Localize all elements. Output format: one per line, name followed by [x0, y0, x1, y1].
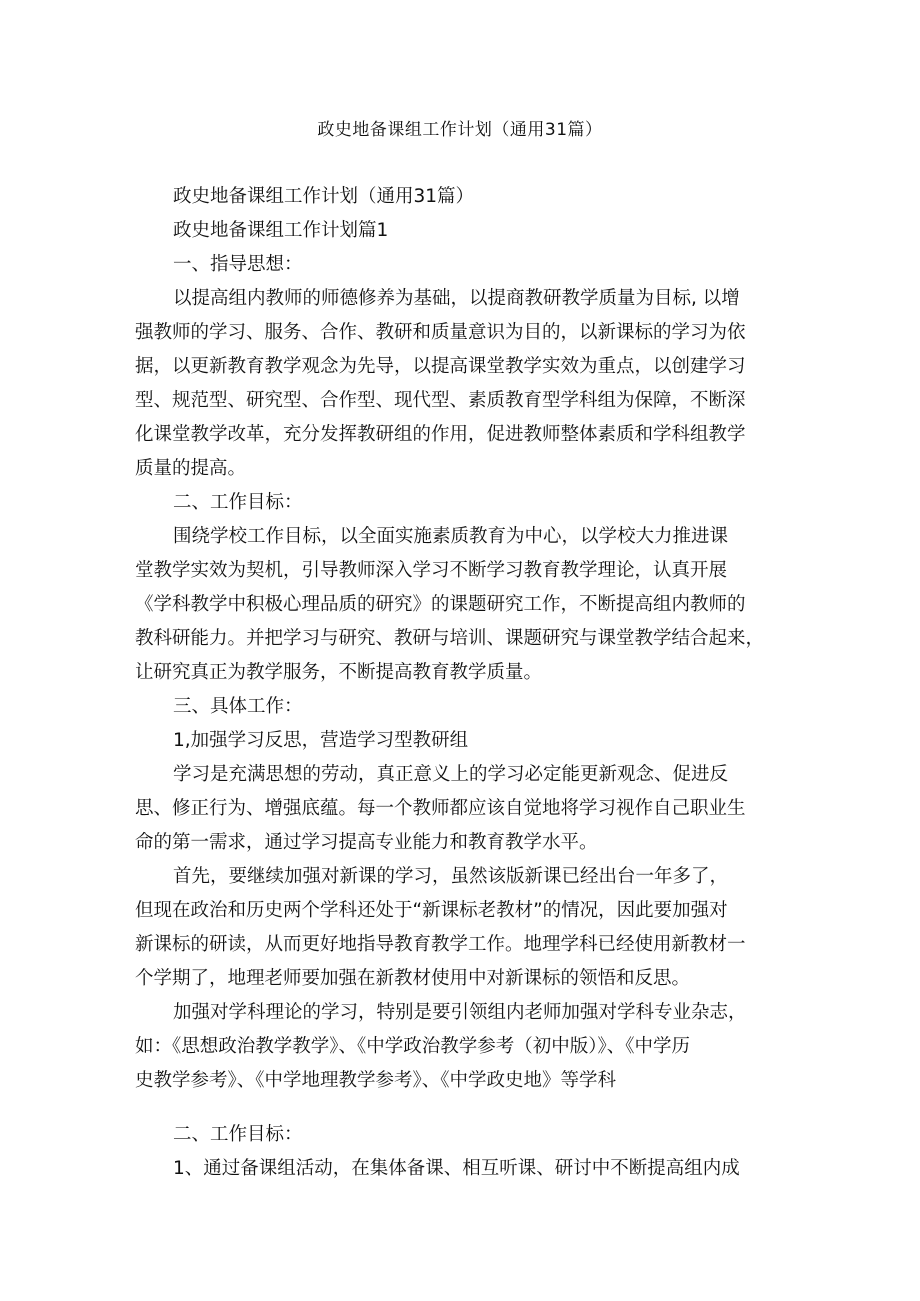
- paragraph-line: 如：《思想政治教学教学》、《中学政治教学参考（初中版）》、《中学历: [135, 1036, 691, 1057]
- paragraph-line: 化课堂教学改革，充分发挥教研组的作用，促进教师整体素质和学科组教学: [135, 424, 746, 445]
- body-title: 政史地备课组工作计划（通用31篇）: [173, 186, 475, 207]
- part-title: 政史地备课组工作计划篇1: [173, 220, 389, 241]
- paragraph-line: 个学期了，地理老师要加强在新教材使用中对新课标的领悟和反思。: [135, 968, 691, 989]
- paragraph-line: 让研究真正为教学服务，不断提高教育教学质量。: [135, 662, 543, 683]
- paragraph-line: 强教师的学习、服务、合作、教研和质量意识为目的，以新课标的学习为依: [135, 322, 746, 343]
- paragraph-line: 据，以更新教育教学观念为先导，以提高课堂教学实效为重点，以创建学习: [135, 356, 746, 377]
- paragraph-subject-theory: [135, 996, 788, 1098]
- paragraph-guiding-thought: [135, 282, 788, 486]
- paragraph-line: 堂教学实效为契机，引导教师深入学习不断学习教育教学理论，认真开展: [135, 560, 728, 581]
- document-body: [135, 180, 788, 1186]
- paragraph-learning: [135, 758, 788, 860]
- paragraph-line: 1、通过备课组活动，在集体备课、相互听课、研讨中不断提高组内成: [173, 1158, 740, 1179]
- paragraph-line: 以提高组内教师的师德修养为基础，以提商教研教学质量为目标, 以增: [173, 288, 740, 309]
- paragraph-line: 质量的提高。: [135, 458, 247, 479]
- paragraph-line: 史教学参考》、《中学地理教学参考》、《中学政史地》等学科: [135, 1070, 617, 1091]
- paragraph-line: 但现在政治和历史两个学科还处于“新课标老教材”的情况，因此要加强对: [135, 900, 728, 921]
- section-heading-work-goals-2: 二、工作目标：: [173, 1124, 303, 1145]
- paragraph-line: 加强对学科理论的学习，特别是要引领组内老师加强对学科专业杂志，: [173, 1002, 747, 1023]
- paragraph-work-goals: [135, 520, 788, 690]
- document-title: 政史地备课组工作计划（通用31篇）: [317, 120, 603, 140]
- paragraph-line: 《学科教学中积极心理品质的研究》的课题研究工作，不断提高组内教师的: [135, 594, 746, 615]
- paragraph-line: 首先，要继续加强对新课的学习，虽然该版新课已经出台一年多了，: [173, 866, 729, 887]
- paragraph-line: 新课标的研读，从而更好地指导教育教学工作。地理学科已经使用新教材一: [135, 934, 746, 955]
- paragraph-line: 型、规范型、研究型、合作型、现代型、素质教育型学科组为保障，不断深: [135, 390, 746, 411]
- paragraph-line: 学习是充满思想的劳动，真正意义上的学习必定能更新观念、促进反: [173, 764, 729, 785]
- section-heading-specific-work: 三、具体工作：: [173, 696, 303, 717]
- paragraph-new-curriculum: [135, 860, 788, 996]
- subsection-heading-learning-reflection: 1,加强学习反思，营造学习型教研组: [173, 730, 469, 751]
- section-heading-work-goals: 二、工作目标：: [173, 492, 303, 513]
- section-heading-guiding-thought: 一、指导思想：: [173, 254, 303, 275]
- paragraph-line: 教科研能力。并把学习与研究、教研与培训、课题研究与课堂教学结合起来，: [135, 628, 765, 649]
- paragraph-line: 围绕学校工作目标，以全面实施素质教育为中心，以学校大力推进课: [173, 526, 729, 547]
- paragraph-line: 思、修正行为、增强底蕴。每一个教师都应该自觉地将学习视作自己职业生: [135, 798, 746, 819]
- paragraph-line: 命的第一需求，通过学习提高专业能力和教育教学水平。: [135, 832, 598, 853]
